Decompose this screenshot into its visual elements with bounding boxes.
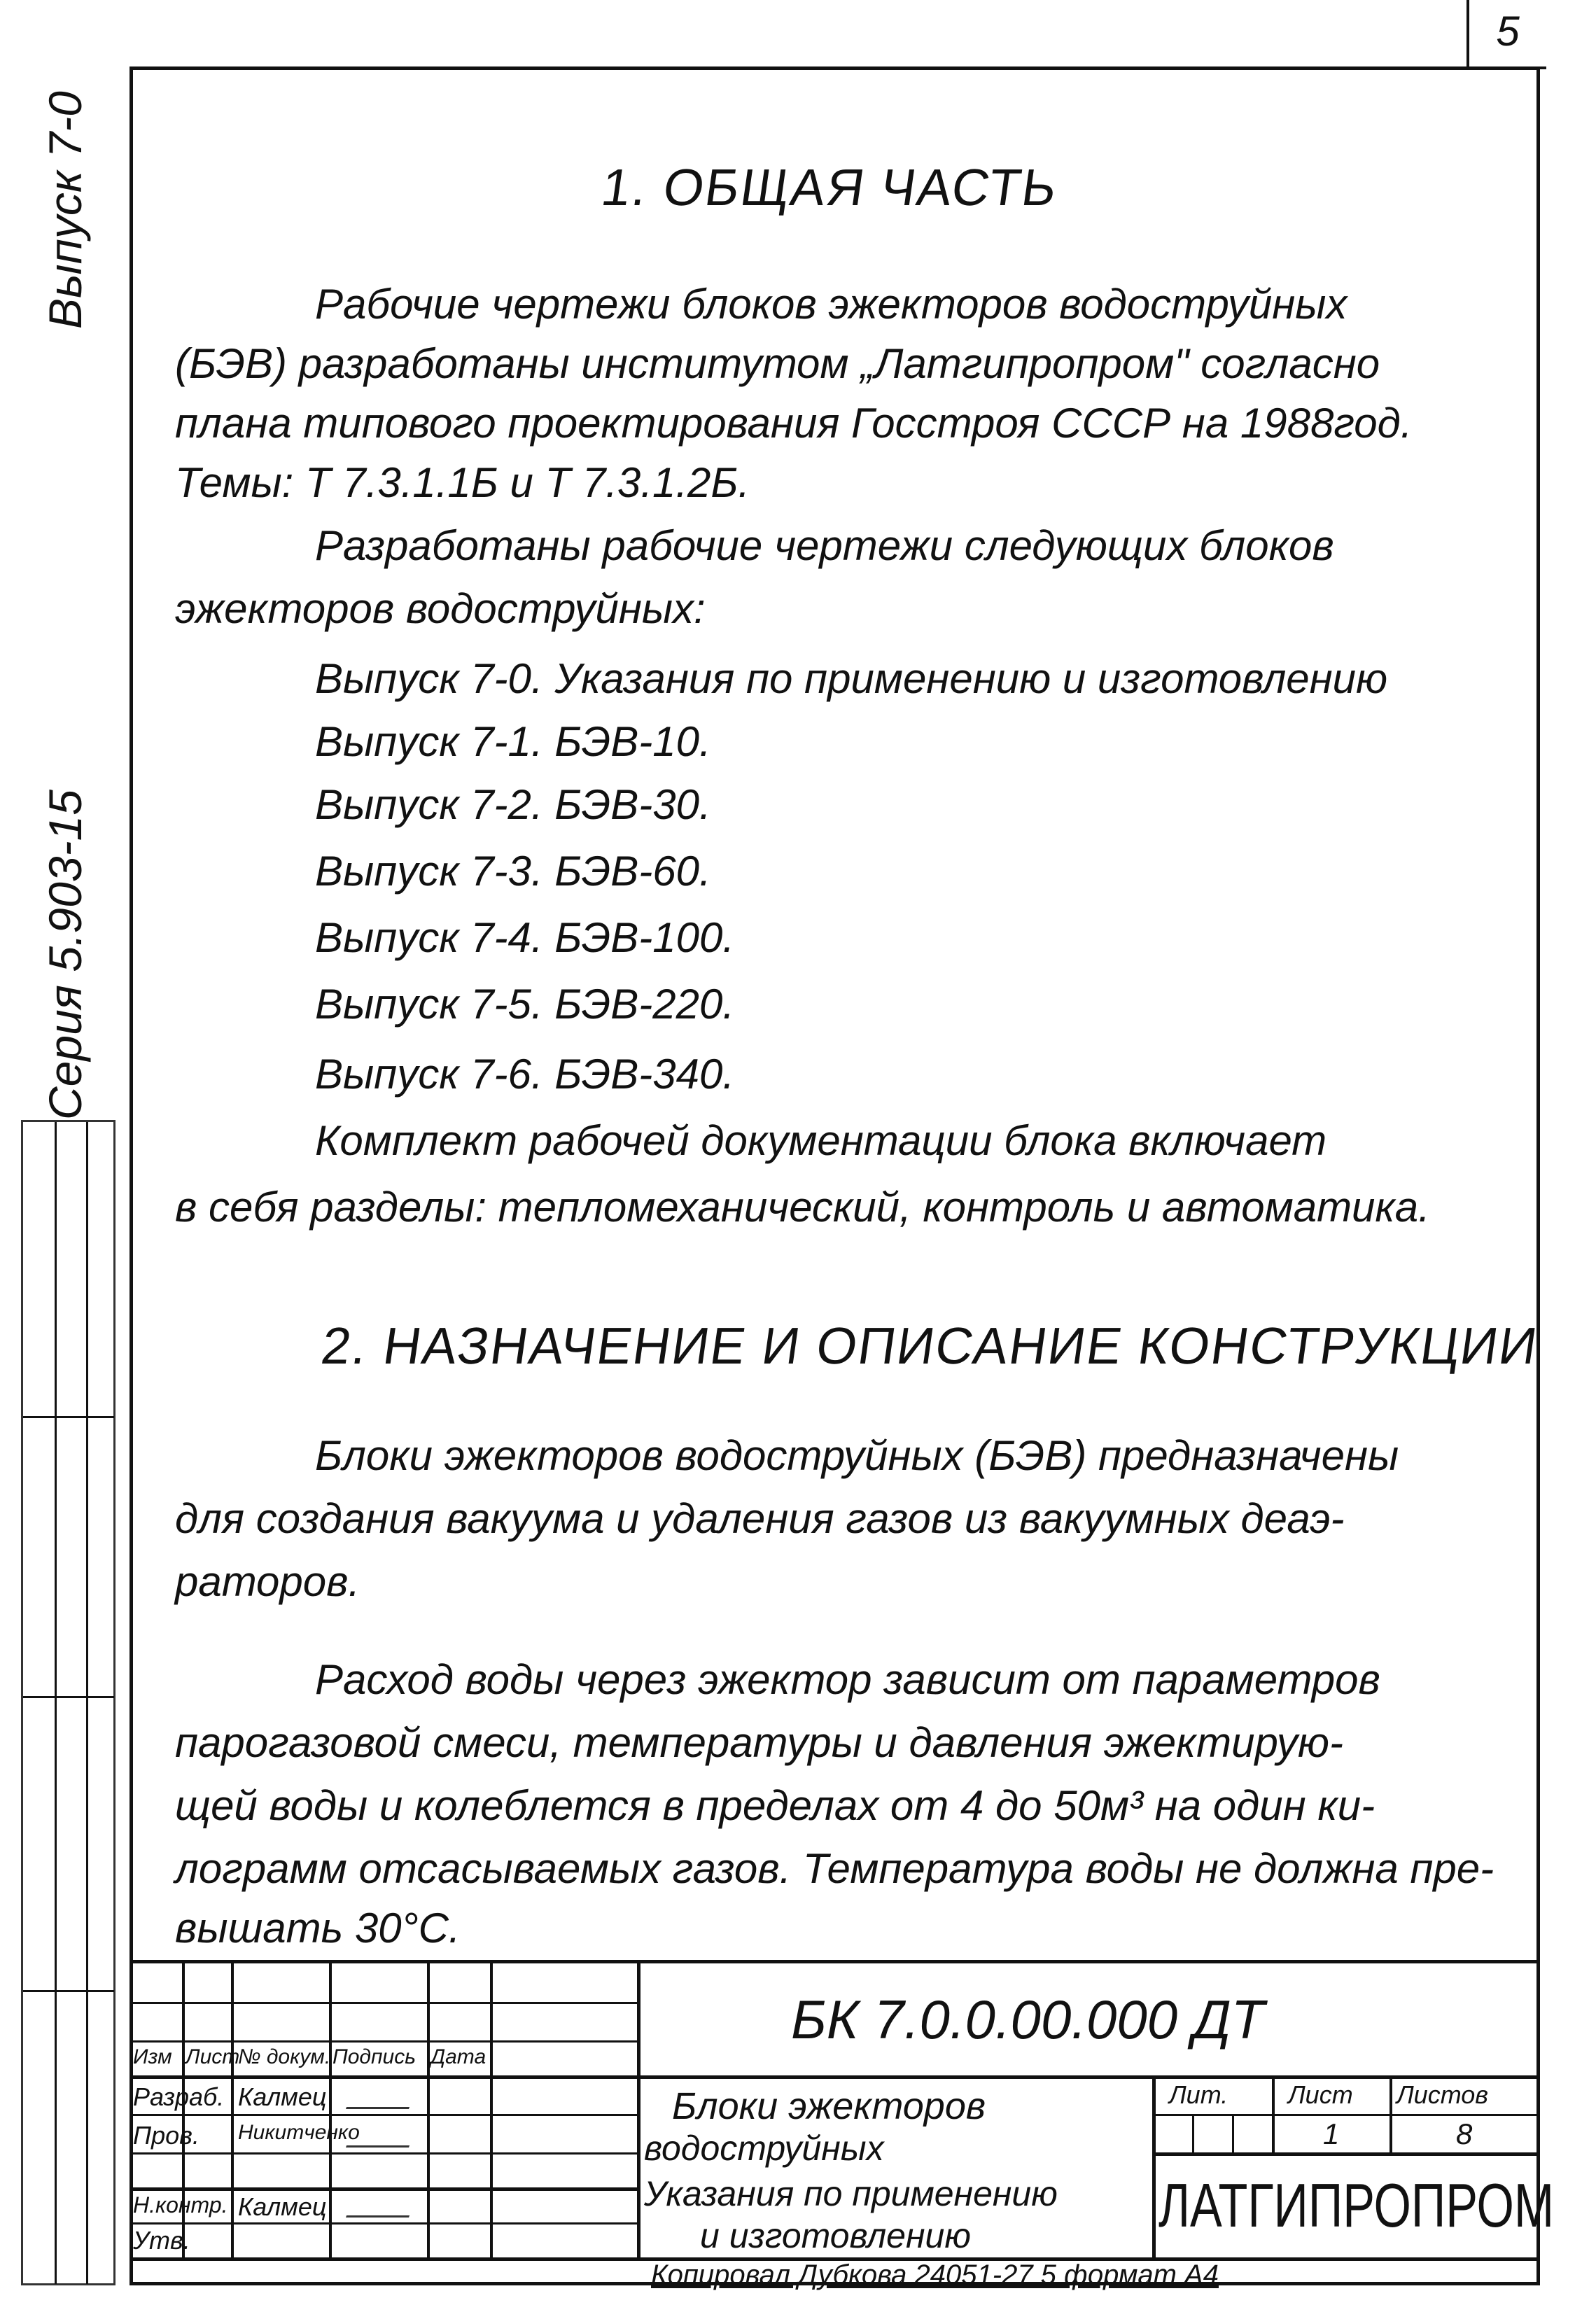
margin-series: Серия 5.903-15 [39,790,91,1120]
role-approver: Утв. [133,2226,190,2255]
text-line: эжекторов водоструйных: [175,585,706,632]
text-line: Блоки эжекторов водоструйных (БЭВ) предназначены [315,1432,1399,1479]
text-line: парогазовой смеси, температуры и давления эжектирую- [175,1719,1343,1766]
text-line: Выпуск 7-3. БЭВ-60. [315,848,711,895]
approval-stamp-strip [21,1120,115,2285]
text-line: вышать 30°C. [175,1905,461,1952]
organization-name: ЛАТГИПРОПРОМ [1158,2171,1555,2240]
text-line: для создания вакуума и удаления газов из вакуумных деаэ- [175,1495,1345,1542]
text-line: Выпуск 7-1. БЭВ-10. [315,718,711,765]
text-line: Рабочие чертежи блоков эжекторов водоструйных [315,281,1348,328]
header-date: Дата [430,2045,486,2068]
text-line: плана типового проектирования Госстроя СССР на 1988год. [175,400,1413,447]
section2-heading: 2. НАЗНАЧЕНИЕ И ОПИСАНИЕ КОНСТРУКЦИИ [318,1317,1542,1375]
text-line: Темы: Т 7.3.1.1Б и Т 7.3.1.2Б. [175,459,750,506]
sheets-label: Листов [1396,2080,1489,2109]
copied-by-note: Копировал Дубкова 24051-27 5 формат А4 [651,2260,1219,2290]
text-line: Выпуск 7-4. БЭВ-100. [315,914,735,961]
sheets-value: 8 [1456,2117,1473,2150]
header-sign: Подпись [332,2045,416,2068]
role-developer: Разраб. [133,2082,225,2111]
lit-label: Лит. [1169,2080,1228,2109]
name-developer: Калмец [238,2082,327,2111]
sheet-value: 1 [1323,2117,1340,2150]
page-number: 5 [1466,0,1546,69]
text-line: Выпуск 7-0. Указания по применению и изготовлению [315,655,1388,702]
doc-name-line: водоструйных [644,2129,884,2168]
header-doc: № докум. [238,2045,331,2068]
section1-heading: 1. ОБЩАЯ ЧАСТЬ [598,158,1062,216]
document-code: БК 7.0.0.00.000 ДТ [791,1989,1265,2050]
role-norm-control: Н.контр. [133,2192,228,2218]
margin-issue: Выпуск 7-0 [39,91,91,329]
sheet-label: Лист [1288,2080,1353,2109]
header-izm: Изм [133,2045,172,2068]
name-checker: Никитченко [238,2121,360,2144]
header-list: Лист [186,2045,240,2068]
text-line: Выпуск 7-6. БЭВ-340. [315,1051,735,1098]
doc-name-line: и изготовлению [700,2216,971,2255]
text-line: Разработаны рабочие чертежи следующих блоков [315,522,1334,569]
name-norm-control: Калмец [238,2192,327,2221]
text-line: (БЭВ) разработаны институтом „Латгипропром" согласно [175,340,1380,387]
doc-name-line: Блоки эжекторов [672,2085,986,2127]
text-line: Выпуск 7-2. БЭВ-30. [315,781,711,828]
signature-developer [346,2086,417,2109]
role-checker: Пров. [133,2121,200,2150]
text-line: Комплект рабочей документации блока включает [315,1117,1327,1164]
signature-norm-control [346,2194,417,2218]
text-line: раторов. [175,1558,360,1605]
text-line: лограмм отсасываемых газов. Температура воды не должна пре- [175,1845,1494,1892]
text-line: Расход воды через эжектор зависит от параметров [315,1656,1380,1703]
text-line: Выпуск 7-5. БЭВ-220. [315,981,735,1028]
text-line: щей воды и колеблется в пределах от 4 до 50м³ на один ки- [175,1782,1376,1829]
doc-name-line: Указания по применению [644,2174,1058,2213]
text-line: в себя разделы: тепломеханический, контроль и автоматика. [175,1184,1430,1231]
signature-checker [346,2124,417,2148]
